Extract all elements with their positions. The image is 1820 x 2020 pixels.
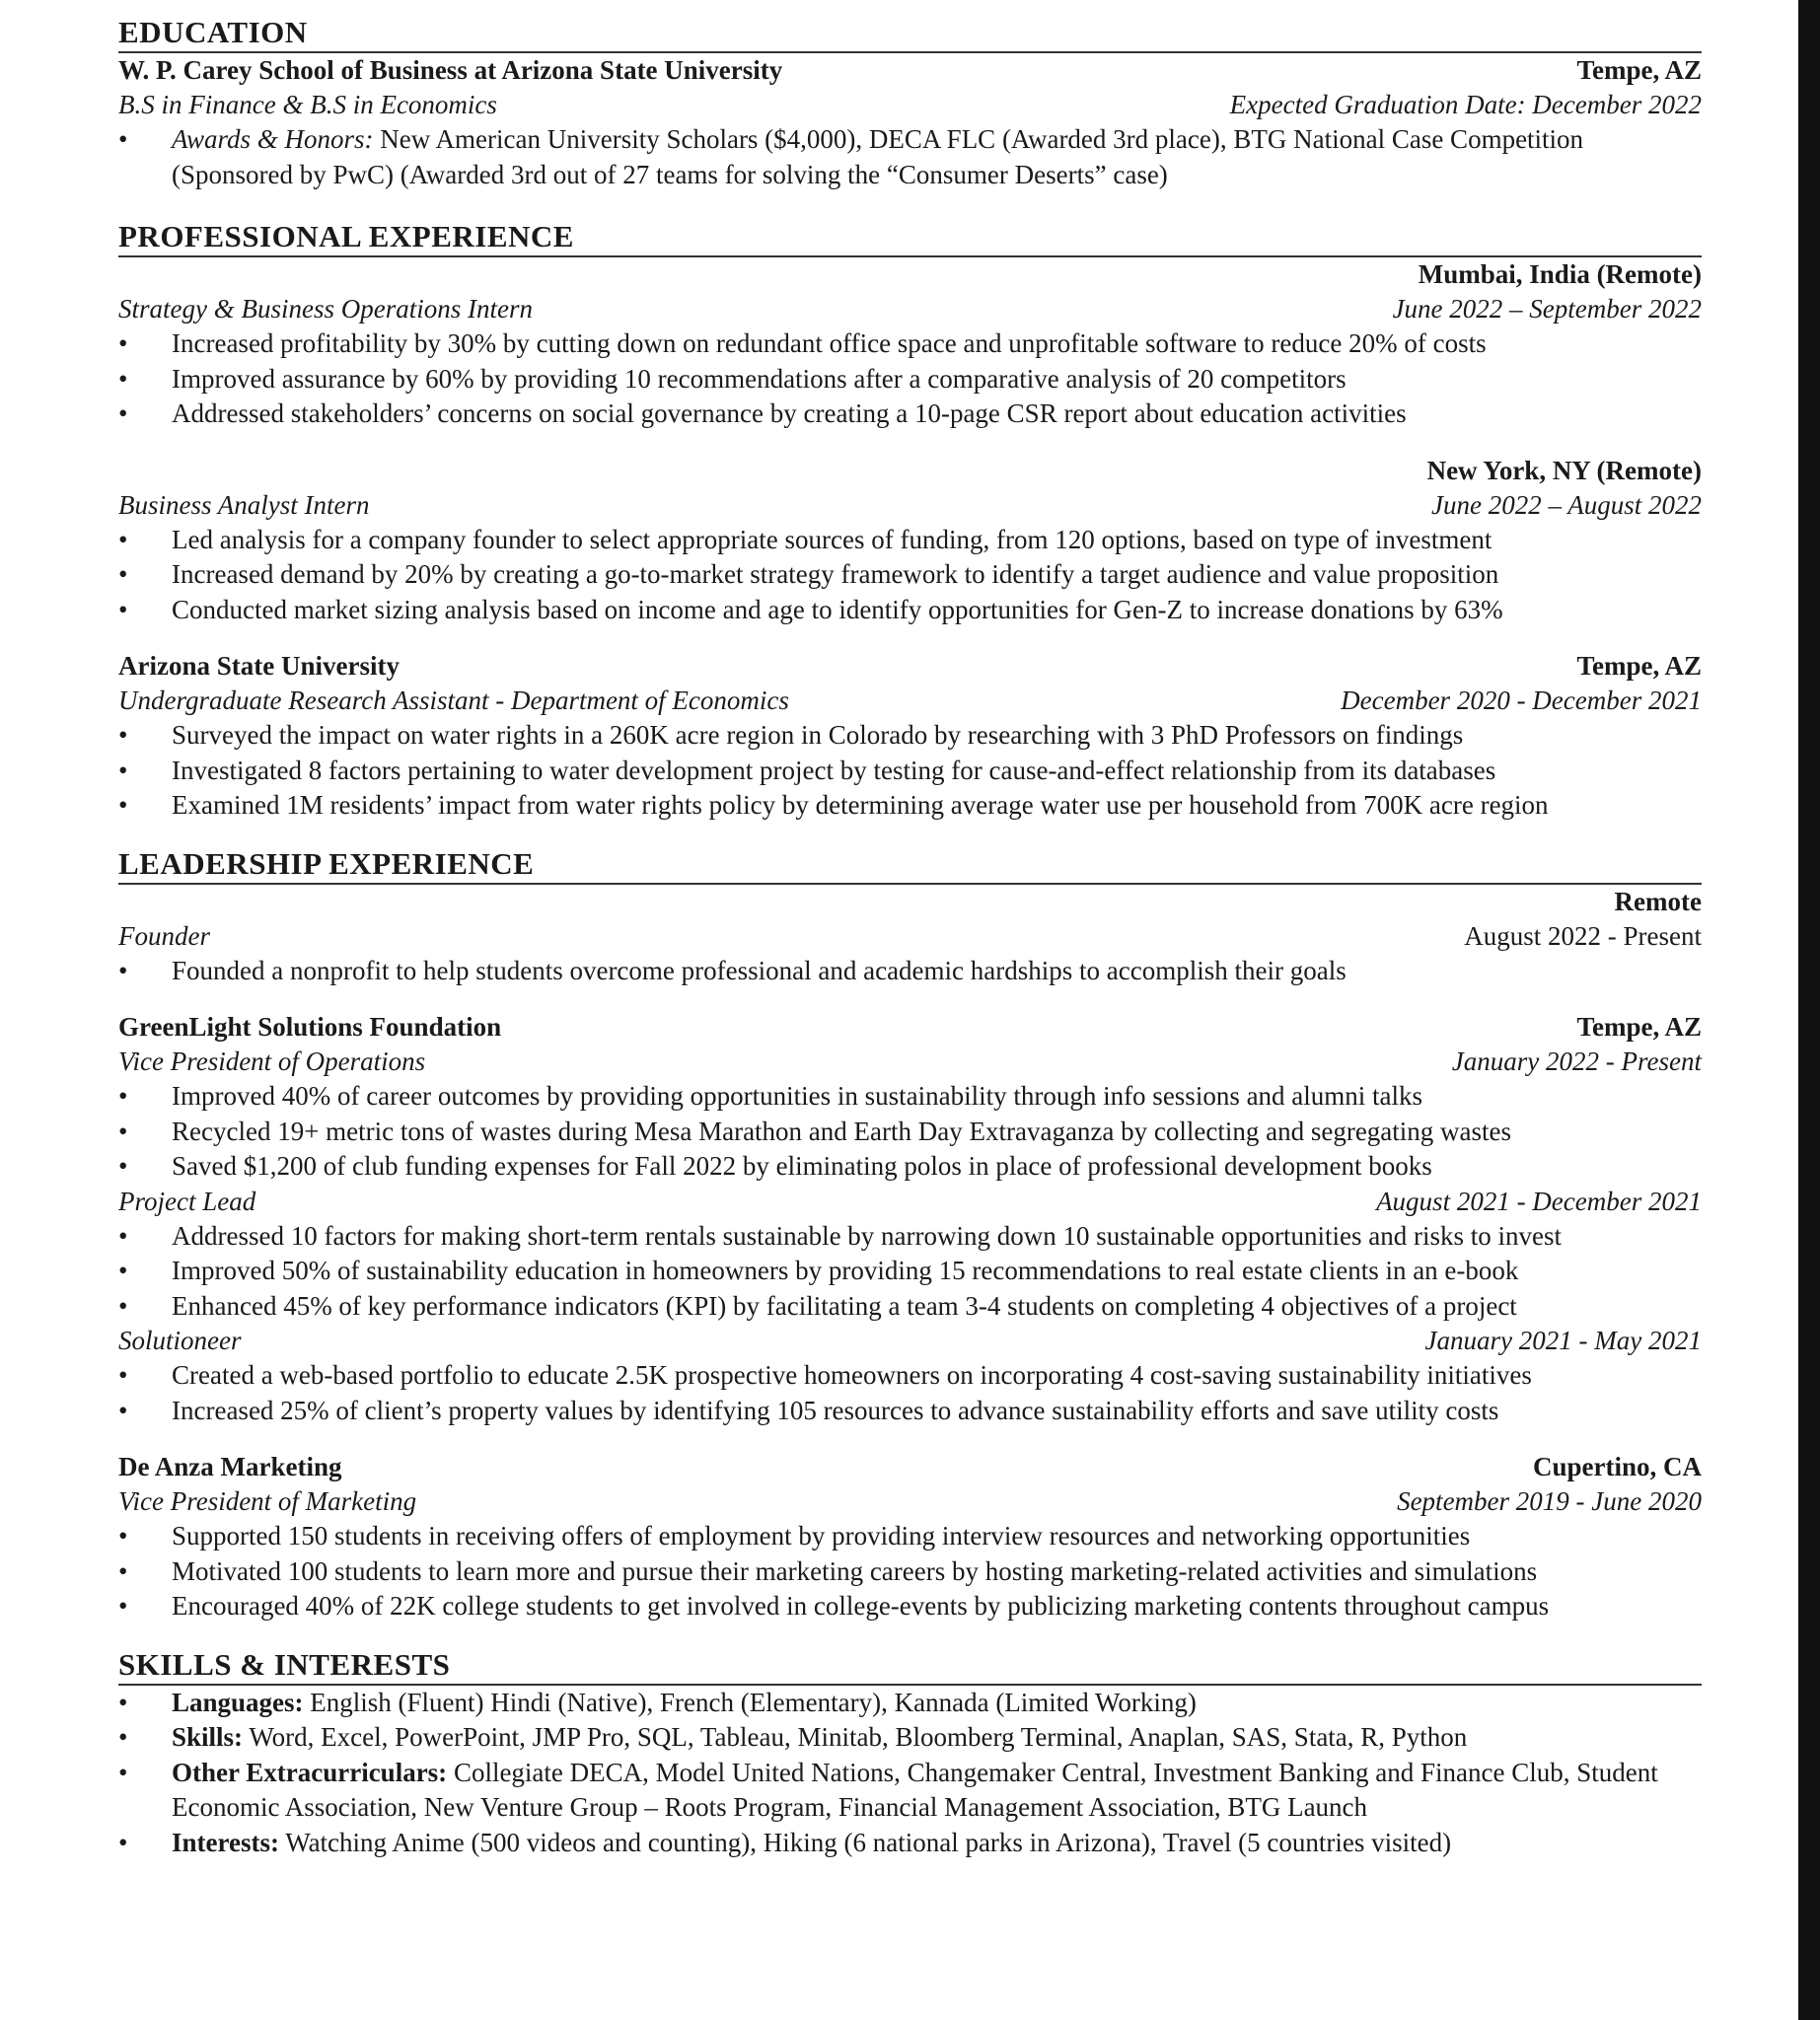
entry-header-row: [118, 1450, 1702, 1484]
awards-label: Awards & Honors:: [172, 124, 374, 154]
list-item: [118, 1756, 1702, 1826]
section-title-leadership: LEADERSHIP EXPERIENCE: [118, 845, 1702, 885]
job-role: Strategy & Business Operations Intern: [118, 294, 533, 324]
job-role: Business Analyst Intern: [118, 489, 370, 520]
entry-org: GreenLight Solutions Foundation: [118, 1012, 502, 1042]
list-item: • Surveyed the impact on water rights in a 260K acre region in Colorado by researching with 3 PhD Professors on findings: [118, 718, 1702, 754]
skill-text: Word, Excel, PowerPoint, JMP Pro, SQL, Tableau, Minitab, Bloomberg Terminal, Anaplan, SAS, Stata, R, Python: [249, 1722, 1468, 1752]
section-title-professional: PROFESSIONAL EXPERIENCE: [118, 218, 1702, 257]
list-item: • Increased profitability by 30% by cutting down on redundant office space and unprofitable software to reduce 20% of costs: [118, 326, 1702, 362]
job-entry: [118, 257, 1702, 432]
job-bullets: [118, 326, 1702, 432]
job-header-row: [118, 454, 1702, 488]
list-item: • Founded a nonprofit to help students overcome professional and academic hardships to accomplish their goals: [118, 954, 1702, 989]
list-item: [118, 1720, 1702, 1756]
job-header-row: [118, 257, 1702, 292]
list-item: • Recycled 19+ metric tons of wastes during Mesa Marathon and Earth Day Extravaganza by collecting and segregating wastes: [118, 1115, 1702, 1150]
skill-label: Skills:: [172, 1722, 244, 1752]
entry-bullets: [118, 1219, 1702, 1325]
list-item: • Led analysis for a company founder to select appropriate sources of funding, from 120 options, based on type of investment: [118, 523, 1702, 558]
list-item: • Investigated 8 factors pertaining to water development project by testing for cause-and-effect relationship from its databases: [118, 754, 1702, 789]
job-bullets: [118, 718, 1702, 824]
list-item: • Addressed stakeholders’ concerns on social governance by creating a 10-page CSR report about education activities: [118, 397, 1702, 432]
section-title-education: EDUCATION: [118, 14, 1702, 53]
list-item: • Improved 50% of sustainability education in homeowners by providing 15 recommendations to real estate clients in an e-book: [118, 1254, 1702, 1289]
entry-dates: August 2021 - December 2021: [1376, 1186, 1702, 1216]
list-item: [118, 1686, 1702, 1721]
list-item: • Increased demand by 20% by creating a go-to-market strategy framework to identify a target audience and value proposition: [118, 557, 1702, 593]
entry-header-row: [118, 885, 1702, 919]
education-header-row: [118, 53, 1702, 88]
list-item: • Saved $1,200 of club funding expenses for Fall 2022 by eliminating polos in place of professional development books: [118, 1149, 1702, 1185]
leadership-entry: [118, 1010, 1702, 1428]
entry-dates: August 2022 - Present: [1464, 920, 1702, 951]
leadership-section: [118, 845, 1702, 1624]
entry-location: Cupertino, CA: [1532, 1452, 1702, 1481]
entry-role-row: [118, 1484, 1702, 1519]
education-bullets: [118, 122, 1702, 192]
entry-bullets: [118, 1358, 1702, 1428]
entry-location: Tempe, AZ: [1576, 1012, 1702, 1042]
job-header-row: [118, 649, 1702, 684]
education-degree-row: [118, 88, 1702, 122]
professional-section: [118, 218, 1702, 824]
list-item: • Improved assurance by 60% by providing 10 recommendations after a comparative analysis of 20 competitors: [118, 362, 1702, 397]
entry-dates: January 2021 - May 2021: [1424, 1326, 1702, 1355]
skill-label: Other Extracurriculars:: [172, 1757, 448, 1787]
job-role-row: [118, 292, 1702, 326]
job-dates: December 2020 - December 2021: [1341, 685, 1702, 715]
graduation-date: Expected Graduation Date: December 2022: [1229, 90, 1702, 119]
leadership-entry: [118, 885, 1702, 989]
entry-bullets: [118, 954, 1702, 989]
skills-bullets: [118, 1686, 1702, 1861]
entry-dates: September 2019 - June 2020: [1397, 1486, 1702, 1516]
awards-text: New American University Scholars ($4,000), DECA FLC (Awarded 3rd place), BTG National Case Competition (Sponsored by PwC) (Awarded 3rd out of 27 teams for solving the “Consumer Deserts” case): [172, 124, 1584, 189]
job-org: Arizona State University: [118, 651, 400, 681]
school-location: Tempe, AZ: [1576, 55, 1702, 85]
list-item: • Increased 25% of client’s property values by identifying 105 resources to advance sustainability efforts and save utility costs: [118, 1394, 1702, 1429]
skill-text: Watching Anime (500 videos and counting), Hiking (6 national parks in Arizona), Travel (5 countries visited): [285, 1827, 1452, 1857]
resume-page: [118, 14, 1702, 1882]
entry-role-row: [118, 1185, 1702, 1219]
education-section: [118, 14, 1702, 192]
job-dates: June 2022 – August 2022: [1431, 489, 1702, 520]
list-item: • Motivated 100 students to learn more and pursue their marketing careers by hosting marketing-related activities and simulations: [118, 1554, 1702, 1590]
job-bullets: [118, 523, 1702, 628]
job-role-row: [118, 488, 1702, 523]
entry-role: Solutioneer: [118, 1326, 242, 1355]
entry-org: De Anza Marketing: [118, 1452, 342, 1481]
entry-role-row: [118, 919, 1702, 954]
job-dates: June 2022 – September 2022: [1392, 294, 1702, 324]
list-item: [118, 1826, 1702, 1861]
job-role: Undergraduate Research Assistant - Department of Economics: [118, 685, 789, 715]
list-item: • Enhanced 45% of key performance indicators (KPI) by facilitating a team 3-4 students on completing 4 objectives of a project: [118, 1289, 1702, 1325]
section-title-skills: SKILLS & INTERESTS: [118, 1646, 1702, 1686]
entry-role: Project Lead: [118, 1186, 256, 1216]
entry-bullets: [118, 1519, 1702, 1624]
degree: B.S in Finance & B.S in Economics: [118, 90, 497, 119]
entry-role-row: [118, 1324, 1702, 1358]
job-entry: [118, 649, 1702, 824]
job-location: Mumbai, India (Remote): [1418, 259, 1702, 289]
list-item: • Examined 1M residents’ impact from water rights policy by determining average water use per household from 700K acre region: [118, 788, 1702, 824]
list-item: • Addressed 10 factors for making short-term rentals sustainable by narrowing down 10 sustainable opportunities and risks to invest: [118, 1219, 1702, 1255]
window-edge: [1798, 0, 1820, 2020]
school-name: W. P. Carey School of Business at Arizona State University: [118, 55, 783, 85]
list-item: [118, 122, 1702, 192]
entry-location: Remote: [1614, 886, 1702, 916]
entry-header-row: [118, 1010, 1702, 1045]
job-location: Tempe, AZ: [1576, 651, 1702, 681]
entry-role-row: [118, 1045, 1702, 1079]
entry-role: Vice President of Marketing: [118, 1486, 417, 1516]
skill-text: English (Fluent) Hindi (Native), French (Elementary), Kannada (Limited Working): [310, 1687, 1197, 1717]
entry-role: Vice President of Operations: [118, 1046, 426, 1076]
list-item: • Created a web-based portfolio to educate 2.5K prospective homeowners on incorporating 4 cost-saving sustainability initiatives: [118, 1358, 1702, 1394]
entry-role: Founder: [118, 920, 210, 951]
skills-section: [118, 1646, 1702, 1861]
list-item: • Conducted market sizing analysis based on income and age to identify opportunities for Gen-Z to increase donations by 63%: [118, 593, 1702, 628]
skill-text: Collegiate DECA, Model United Nations, Changemaker Central, Investment Banking and Finance Club, Student Economic Association, New Venture Group – Roots Program, Financial Management Association, BTG Launch: [172, 1757, 1658, 1822]
skill-label: Interests:: [172, 1827, 279, 1857]
list-item: • Improved 40% of career outcomes by providing opportunities in sustainability through info sessions and alumni talks: [118, 1079, 1702, 1115]
entry-bullets: [118, 1079, 1702, 1185]
entry-dates: January 2022 - Present: [1451, 1046, 1702, 1076]
job-entry: [118, 454, 1702, 628]
job-role-row: [118, 684, 1702, 718]
leadership-entry: [118, 1450, 1702, 1624]
skill-label: Languages:: [172, 1687, 304, 1717]
list-item: • Encouraged 40% of 22K college students to get involved in college-events by publicizing marketing contents throughout campus: [118, 1589, 1702, 1624]
list-item: • Supported 150 students in receiving offers of employment by providing interview resources and networking opportunities: [118, 1519, 1702, 1554]
job-location: New York, NY (Remote): [1426, 455, 1702, 485]
